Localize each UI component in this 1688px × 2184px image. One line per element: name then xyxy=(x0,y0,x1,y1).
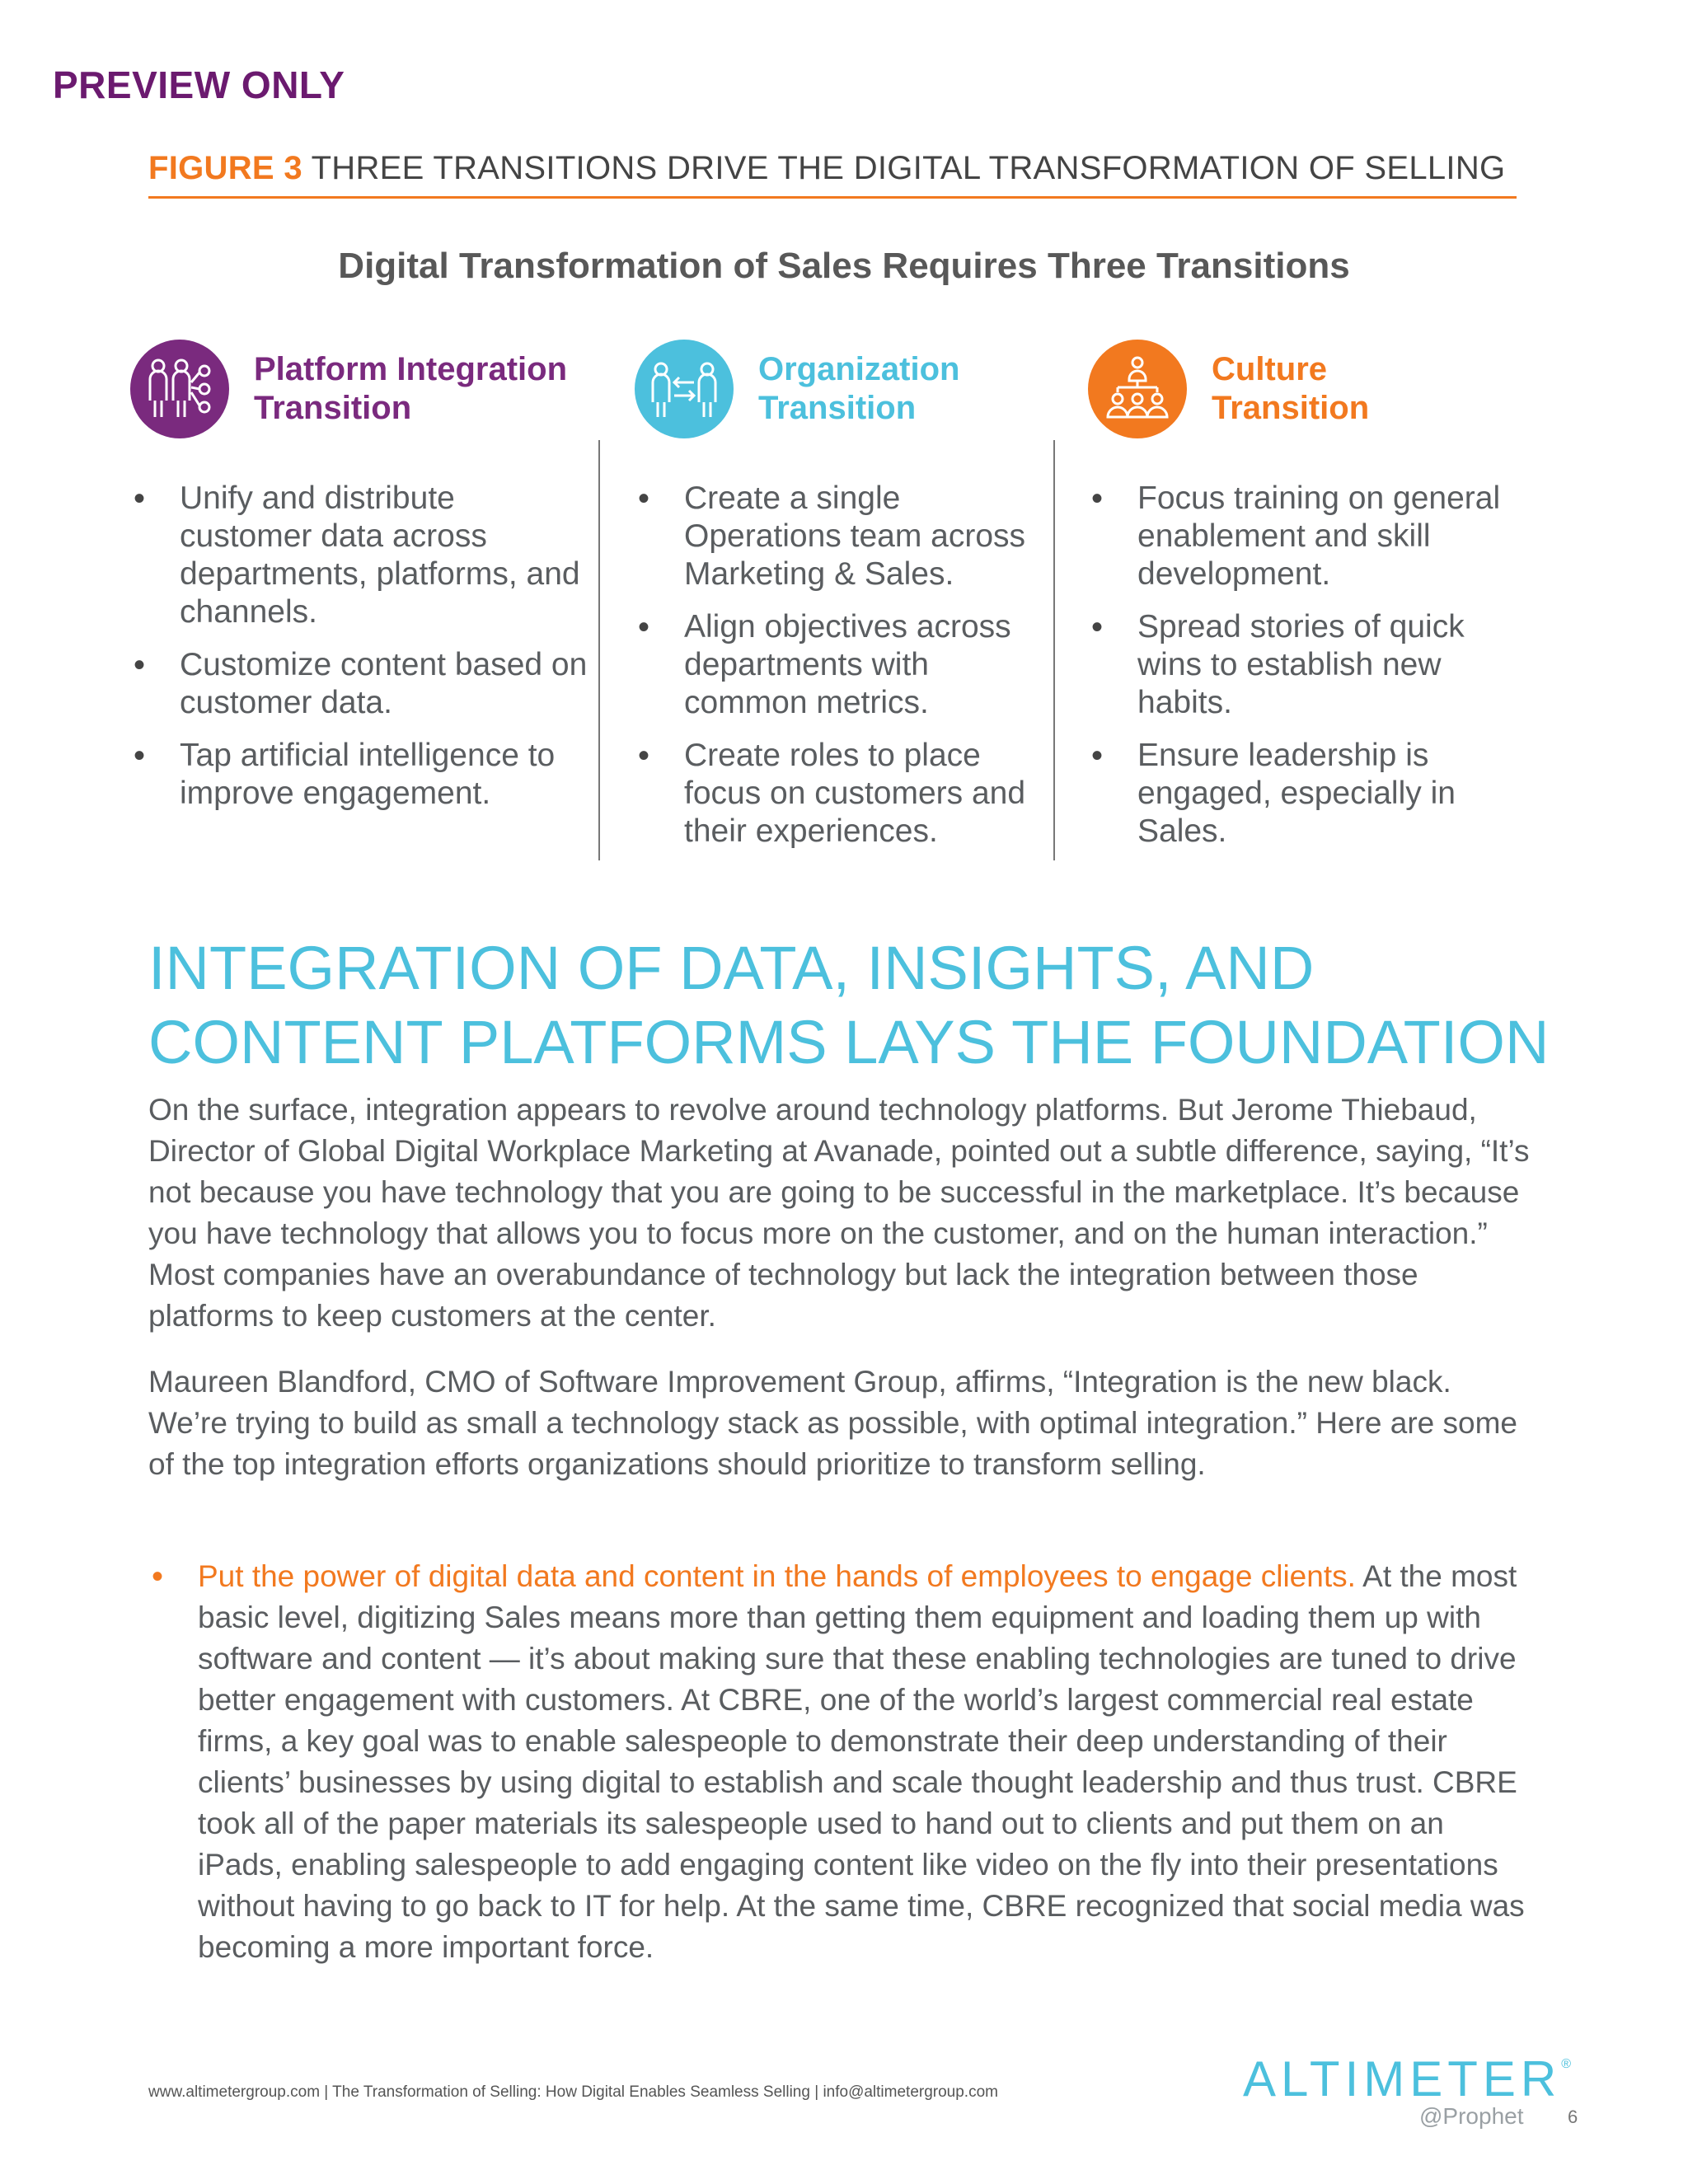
list-item: • Customize content based on customer data. xyxy=(130,646,592,722)
column-divider xyxy=(1053,440,1055,860)
people-network-icon xyxy=(130,340,229,438)
column-title: Platform Integration Transition xyxy=(254,351,568,426)
column-organization xyxy=(635,340,1047,865)
column-culture xyxy=(1088,340,1517,865)
bullet-lead: Put the power of digital data and content in the hands of employees to engage clients. xyxy=(198,1559,1356,1593)
figure-title xyxy=(148,150,1515,187)
list-item: • Align objectives across departments with common metrics. xyxy=(635,608,1047,722)
altimeter-logo: ALTIMETER® xyxy=(1243,2051,1572,2107)
figure-title-text: THREE TRANSITIONS DRIVE THE DIGITAL TRANSFORMATION OF SELLING xyxy=(311,150,1506,186)
body-paragraph: On the surface, integration appears to revolve around technology platforms. But Jerome Thiebaud, Director of Global Digital Workplace Marketing at Avanade, pointed out a subtle difference, saying, “It’s not because you have technology that you are going to be successful in the marketplace. It’s because you have technology that allows you to focus more on the customer, and on the human interaction.” Most companies have an overabundance of technology but lack the integration between those platforms to keep customers at the center. xyxy=(148,1093,1530,1333)
list-item: • Ensure leadership is engaged, especially in Sales. xyxy=(1088,737,1517,851)
list-item: • Unify and distribute customer data across departments, platforms, and channels. xyxy=(130,480,592,631)
column-title: Organization Transition xyxy=(758,351,960,426)
column-divider xyxy=(598,440,600,860)
footer-text: www.altimetergroup.com | The Transformation of Selling: How Digital Enables Seamless Selling | info@altimetergroup.com xyxy=(148,2083,998,2101)
bullet-dot: • xyxy=(152,1558,164,1595)
bullet-body: At the most basic level, digitizing Sales means more than getting them equipment and loading them up with software and content — it’s about making sure that these enabling technologies are tuned to drive better engagement with customers. At CBRE, one of the world’s largest commercial real estate firms, a key goal was to enable salespeople to demonstrate their deep understanding of their clients’ businesses by using digital to establish and scale thought leadership and thus trust. CBRE took all of the paper materials its salespeople used to hand out to clients and put them on an iPads, enabling salespeople to add engaging content like video on the fly into their presentations without having to go back to IT for help. At the same time, CBRE recognized that social media was becoming a more important force. xyxy=(198,1559,1525,1964)
list-item: • Focus training on general enablement and skill development. xyxy=(1088,480,1517,593)
column-title: Culture Transition xyxy=(1212,351,1370,426)
bullet-list xyxy=(635,480,1047,851)
list-item: • Create roles to place focus on customers and their experiences. xyxy=(635,737,1047,851)
team-hierarchy-icon xyxy=(1088,340,1187,438)
body-paragraph: Maureen Blandford, CMO of Software Improvement Group, affirms, “Integration is the new black. We’re trying to build as small a technology stack as possible, with optimal integration.” Here are some of the top integration efforts organizations should prioritize to transform selling. xyxy=(148,1365,1517,1481)
figure-rule xyxy=(148,196,1517,199)
preview-label: PREVIEW ONLY xyxy=(53,63,345,106)
bullet-list xyxy=(130,480,592,813)
diagram-title: Digital Transformation of Sales Requires Three Transitions xyxy=(338,246,1350,286)
section-heading: INTEGRATION OF DATA, INSIGHTS, AND CONTENT PLATFORMS LAYS THE FOUNDATION xyxy=(148,934,1550,1076)
bullet-item xyxy=(148,1556,1533,1968)
bullet-list xyxy=(1088,480,1517,851)
page-number: 6 xyxy=(1568,2107,1578,2127)
figure-label: FIGURE 3 xyxy=(148,150,302,186)
people-exchange-icon xyxy=(635,340,734,438)
list-item: • Create a single Operations team across Marketing & Sales. xyxy=(635,480,1047,593)
logo-subtitle: @Prophet xyxy=(1419,2103,1524,2129)
list-item: • Tap artificial intelligence to improve engagement. xyxy=(130,737,592,813)
column-platform-integration xyxy=(130,340,592,827)
list-item: • Spread stories of quick wins to establish new habits. xyxy=(1088,608,1517,722)
